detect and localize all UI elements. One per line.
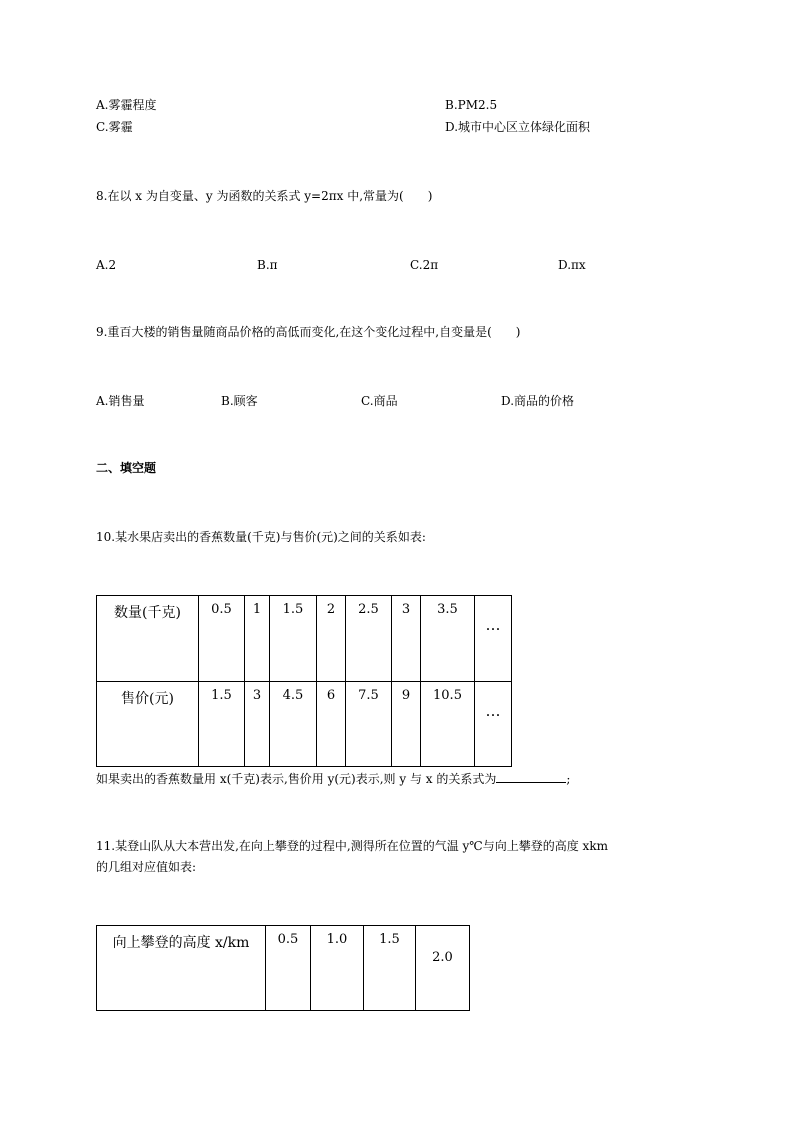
table-cell: 1.5: [199, 682, 245, 767]
table-cell: 0.5: [266, 926, 311, 1011]
q9-option-d: D.商品的价格: [501, 394, 575, 408]
table-cell: 9: [392, 682, 421, 767]
table-row-header: 售价(元): [97, 682, 199, 767]
table-cell: 2.5: [346, 596, 392, 682]
q10-stem: 10.某水果店卖出的香蕉数量(千克)与售价(元)之间的关系如表:: [96, 530, 426, 544]
table-row: [97, 682, 512, 767]
q10-follow-up-text: 如果卖出的香蕉数量用 x(千克)表示,售价用 y(元)表示,则 y 与 x 的关系式为: [96, 772, 497, 786]
q8-option-c: C.2π: [410, 258, 439, 272]
answer-blank[interactable]: [496, 770, 566, 783]
table-cell: …: [475, 682, 512, 767]
table-cell: 0.5: [199, 596, 245, 682]
table-cell: 4.5: [270, 682, 317, 767]
table-cell: 3.5: [421, 596, 475, 682]
table-cell: 10.5: [421, 682, 475, 767]
q7-option-d: D.城市中心区立体绿化面积: [445, 120, 591, 134]
q8-stem: 8.在以 x 为自变量、y 为函数的关系式 y=2πx 中,常量为( ): [96, 189, 433, 203]
table-cell: 1: [245, 596, 270, 682]
table-cell: 2.0: [416, 926, 470, 1011]
q10-follow-up-end: ;: [566, 772, 571, 786]
q11-stem-line1: 11.某登山队从大本营出发,在向上攀登的过程中,测得所在位置的气温 y℃与向上攀登的高度 xkm: [96, 839, 608, 853]
q8-option-d: D.πx: [558, 258, 586, 272]
table-cell: 3: [392, 596, 421, 682]
q8-option-b: B.π: [257, 258, 278, 272]
q11-stem-line2: 的几组对应值如表:: [96, 860, 197, 874]
q8-option-a: A.2: [96, 258, 117, 272]
q9-option-b: B.顾客: [221, 394, 258, 408]
table-cell: 1.0: [311, 926, 364, 1011]
q11-table: [96, 925, 470, 1011]
q10-table: [96, 595, 512, 767]
table-cell: …: [475, 596, 512, 682]
q9-option-c: C.商品: [361, 394, 398, 408]
q7-option-b: B.PM2.5: [445, 98, 498, 112]
table-cell: 3: [245, 682, 270, 767]
table-row: [97, 596, 512, 682]
q7-option-a: A.雾霾程度: [96, 98, 157, 112]
table-row-header: 数量(千克): [97, 596, 199, 682]
section-heading-fill-in: 二、填空题: [96, 461, 157, 475]
q9-stem: 9.重百大楼的销售量随商品价格的高低而变化,在这个变化过程中,自变量是( ): [96, 325, 521, 339]
table-cell: 1.5: [364, 926, 416, 1011]
table-cell: 1.5: [270, 596, 317, 682]
q9-option-a: A.销售量: [96, 394, 145, 408]
q10-follow-up: [96, 770, 570, 787]
q7-option-c: C.雾霾: [96, 120, 133, 134]
table-row-header: 向上攀登的高度 x/km: [97, 926, 266, 1011]
table-cell: 7.5: [346, 682, 392, 767]
table-cell: 6: [317, 682, 346, 767]
table-row: [97, 926, 470, 1011]
table-cell: 2: [317, 596, 346, 682]
